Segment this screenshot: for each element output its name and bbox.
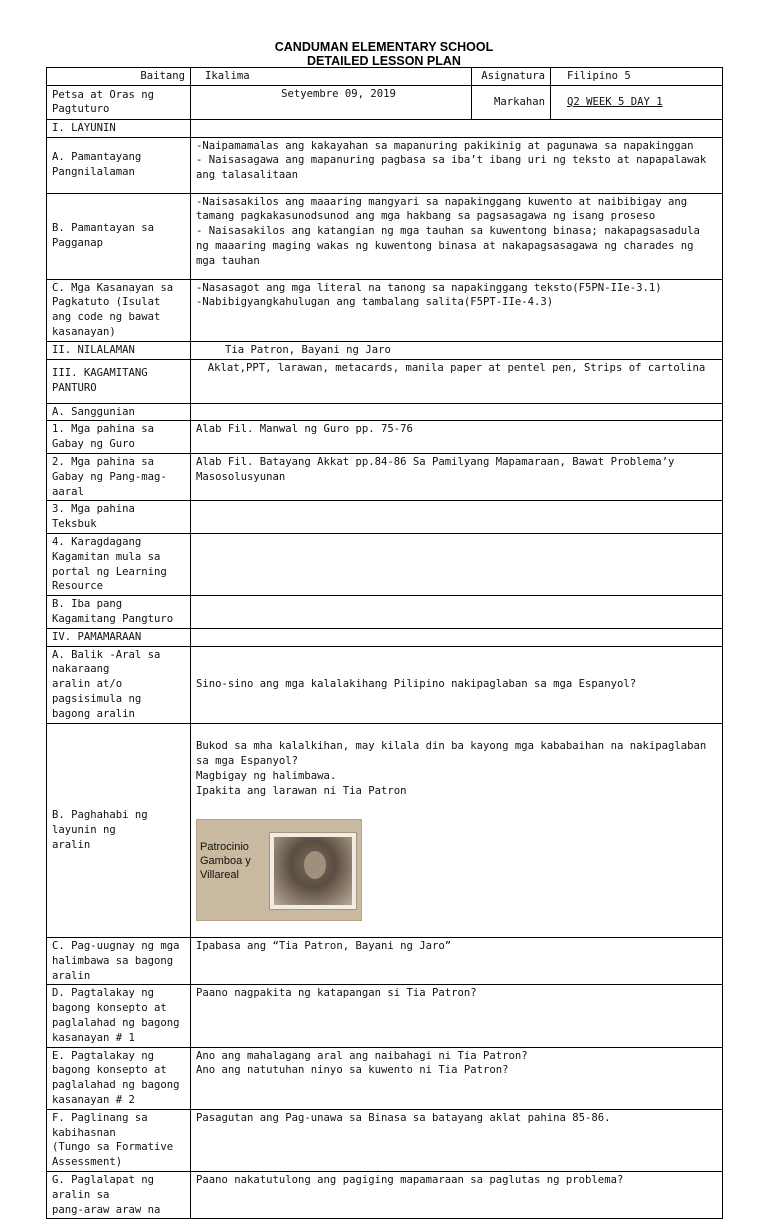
gabay-guro-text: Alab Fil. Manwal ng Guro pp. 75-76 <box>191 421 723 454</box>
pamantayan-sa-pagganap-label: B. Pamantayan sa Pagganap <box>47 193 191 279</box>
balik-aral-text: Sino-sino ang mga kalalakihang Pilipino nakipaglaban sa mga Espanyol? <box>191 646 723 723</box>
baitang-label: Baitang <box>47 68 191 86</box>
pagtalakay-2-label: E. Pagtalakay ng bagong konsepto at paglalahad ng bagong kasanayan # 2 <box>47 1047 191 1109</box>
section-layunin: I. LAYUNIN <box>47 119 191 137</box>
pag-uugnay-text: Ipabasa ang “Tia Patron, Bayani ng Jaro” <box>191 938 723 985</box>
paglalapat-label: G. Paglalapat ng aralin sa pang-araw araw na <box>47 1172 191 1219</box>
school-name: CANDUMAN ELEMENTARY SCHOOL <box>274 40 494 54</box>
portrait-face <box>304 851 326 879</box>
section-kagamitang-panturo: III. KAGAMITANG PANTURO <box>47 359 191 403</box>
asignatura-value: Filipino 5 <box>551 68 723 86</box>
photo-caption: Patrocinio Gamboa y Villareal <box>200 841 251 882</box>
gabay-guro-label: 1. Mga pahina sa Gabay ng Guro <box>47 421 191 454</box>
paghahabi-text: Bukod sa mha kalalkihan, may kilala din ba kayong mga kababaihan na nakipaglaban sa mga Espanyol? Magbigay ng halimbawa. Ipakita ang larawan ni Tia Patron <box>196 740 707 797</box>
document-title: DETAILED LESSON PLAN <box>307 54 461 68</box>
gabay-mag-aaral-text: Alab Fil. Batayang Akkat pp.84-86 Sa Pamilyang Mapamaraan, Bawat Problema’y Masosolusyunan <box>191 453 723 500</box>
portrait-frame <box>269 832 357 910</box>
pag-uugnay-label: C. Pag-uugnay ng mga halimbawa sa bagong aralin <box>47 938 191 985</box>
tia-patron-image <box>196 819 362 921</box>
markahan-label: Markahan <box>472 85 551 119</box>
nilalaman-text: Tia Patron, Bayani ng Jaro <box>191 341 723 359</box>
karagdagang-kagamitan-label: 4. Karagdagang Kagamitan mula sa portal ng Learning Resource <box>47 533 191 595</box>
sanggunian-label: A. Sanggunian <box>47 403 191 421</box>
baitang-value: Ikalima <box>191 68 472 86</box>
paghahabi-label: B. Paghahabi ng layunin ng aralin <box>47 723 191 938</box>
pagtalakay-2-text: Ano ang mahalagang aral ang naibahagi ni Tia Patron? Ano ang natutuhan ninyo sa kuwento ni Tia Patron? <box>191 1047 723 1109</box>
pamantayang-pangnilalaman-text: -Naipamamalas ang kakayahan sa mapanuring pakikinig at pagunawa sa napakinggan - Naisasagawa ang mapanuring pagbasa sa iba’t ibang uri ng teksto at napapalawak ang talasalitaan <box>191 137 723 193</box>
balik-aral-label: A. Balik -Aral sa nakaraang aralin at/o pagsisimula ng bagong aralin <box>47 646 191 723</box>
pamantayang-pangnilalaman-label: A. Pamantayang Pangnilalaman <box>47 137 191 193</box>
section-pamamaraan: IV. PAMAMARAAN <box>47 628 191 646</box>
iba-pang-kagamitan-label: B. Iba pang Kagamitang Pangturo <box>47 596 191 629</box>
paglinang-label: F. Paglinang sa kabihasnan (Tungo sa Formative Assessment) <box>47 1109 191 1171</box>
asignatura-label: Asignatura <box>472 68 551 86</box>
gabay-mag-aaral-label: 2. Mga pahina sa Gabay ng Pang-mag-aaral <box>47 453 191 500</box>
kasanayan-label: C. Mga Kasanayan sa Pagkatuto (Isulat ang code ng bawat kasanayan) <box>47 279 191 341</box>
kagamitan-text: Aklat,PPT, larawan, metacards, manila paper at pentel pen, Strips of cartolina <box>191 359 723 403</box>
kasanayan-text: -Nasasagot ang mga literal na tanong sa napakinggang teksto(F5PN-IIe-3.1) -Nabibigyangkahulugan ang tambalang salita(F5PT-IIe-4.3) <box>191 279 723 341</box>
paghahabi-cell <box>191 723 723 938</box>
paglalapat-text: Paano nakatutulong ang pagiging mapamaraan sa paglutas ng problema? <box>191 1172 723 1219</box>
lesson-plan-table <box>46 67 723 1219</box>
pagtalakay-1-label: D. Pagtalakay ng bagong konsepto at paglalahad ng bagong kasanayan # 1 <box>47 985 191 1047</box>
pagtalakay-1-text: Paano nagpakita ng katapangan si Tia Patron? <box>191 985 723 1047</box>
portrait-photo <box>274 837 352 905</box>
petsa-value: Setyembre 09, 2019 <box>191 85 472 119</box>
section-nilalaman: II. NILALAMAN <box>47 341 191 359</box>
petsa-label: Petsa at Oras ng Pagtuturo <box>47 85 191 119</box>
markahan-value: Q2 WEEK 5 DAY 1 <box>551 85 723 119</box>
paglinang-text: Pasagutan ang Pag-unawa sa Binasa sa batayang aklat pahina 85-86. <box>191 1109 723 1171</box>
teksbuk-label: 3. Mga pahina Teksbuk <box>47 501 191 534</box>
pamantayan-sa-pagganap-text: -Naisasakilos ang maaaring mangyari sa napakinggang kuwento at naibibigay ang tamang pagkakasunodsunod ang mga hakbang sa pagsasagawa ng isang proseso - Naisasakilos ang katangian ng mga tauhan sa kuwentong binasa; nakapagsasadula ng maaaring maging wakas ng kuwentong binasa at nakapagsasagawa ng charades ng mga tauhan <box>191 193 723 279</box>
